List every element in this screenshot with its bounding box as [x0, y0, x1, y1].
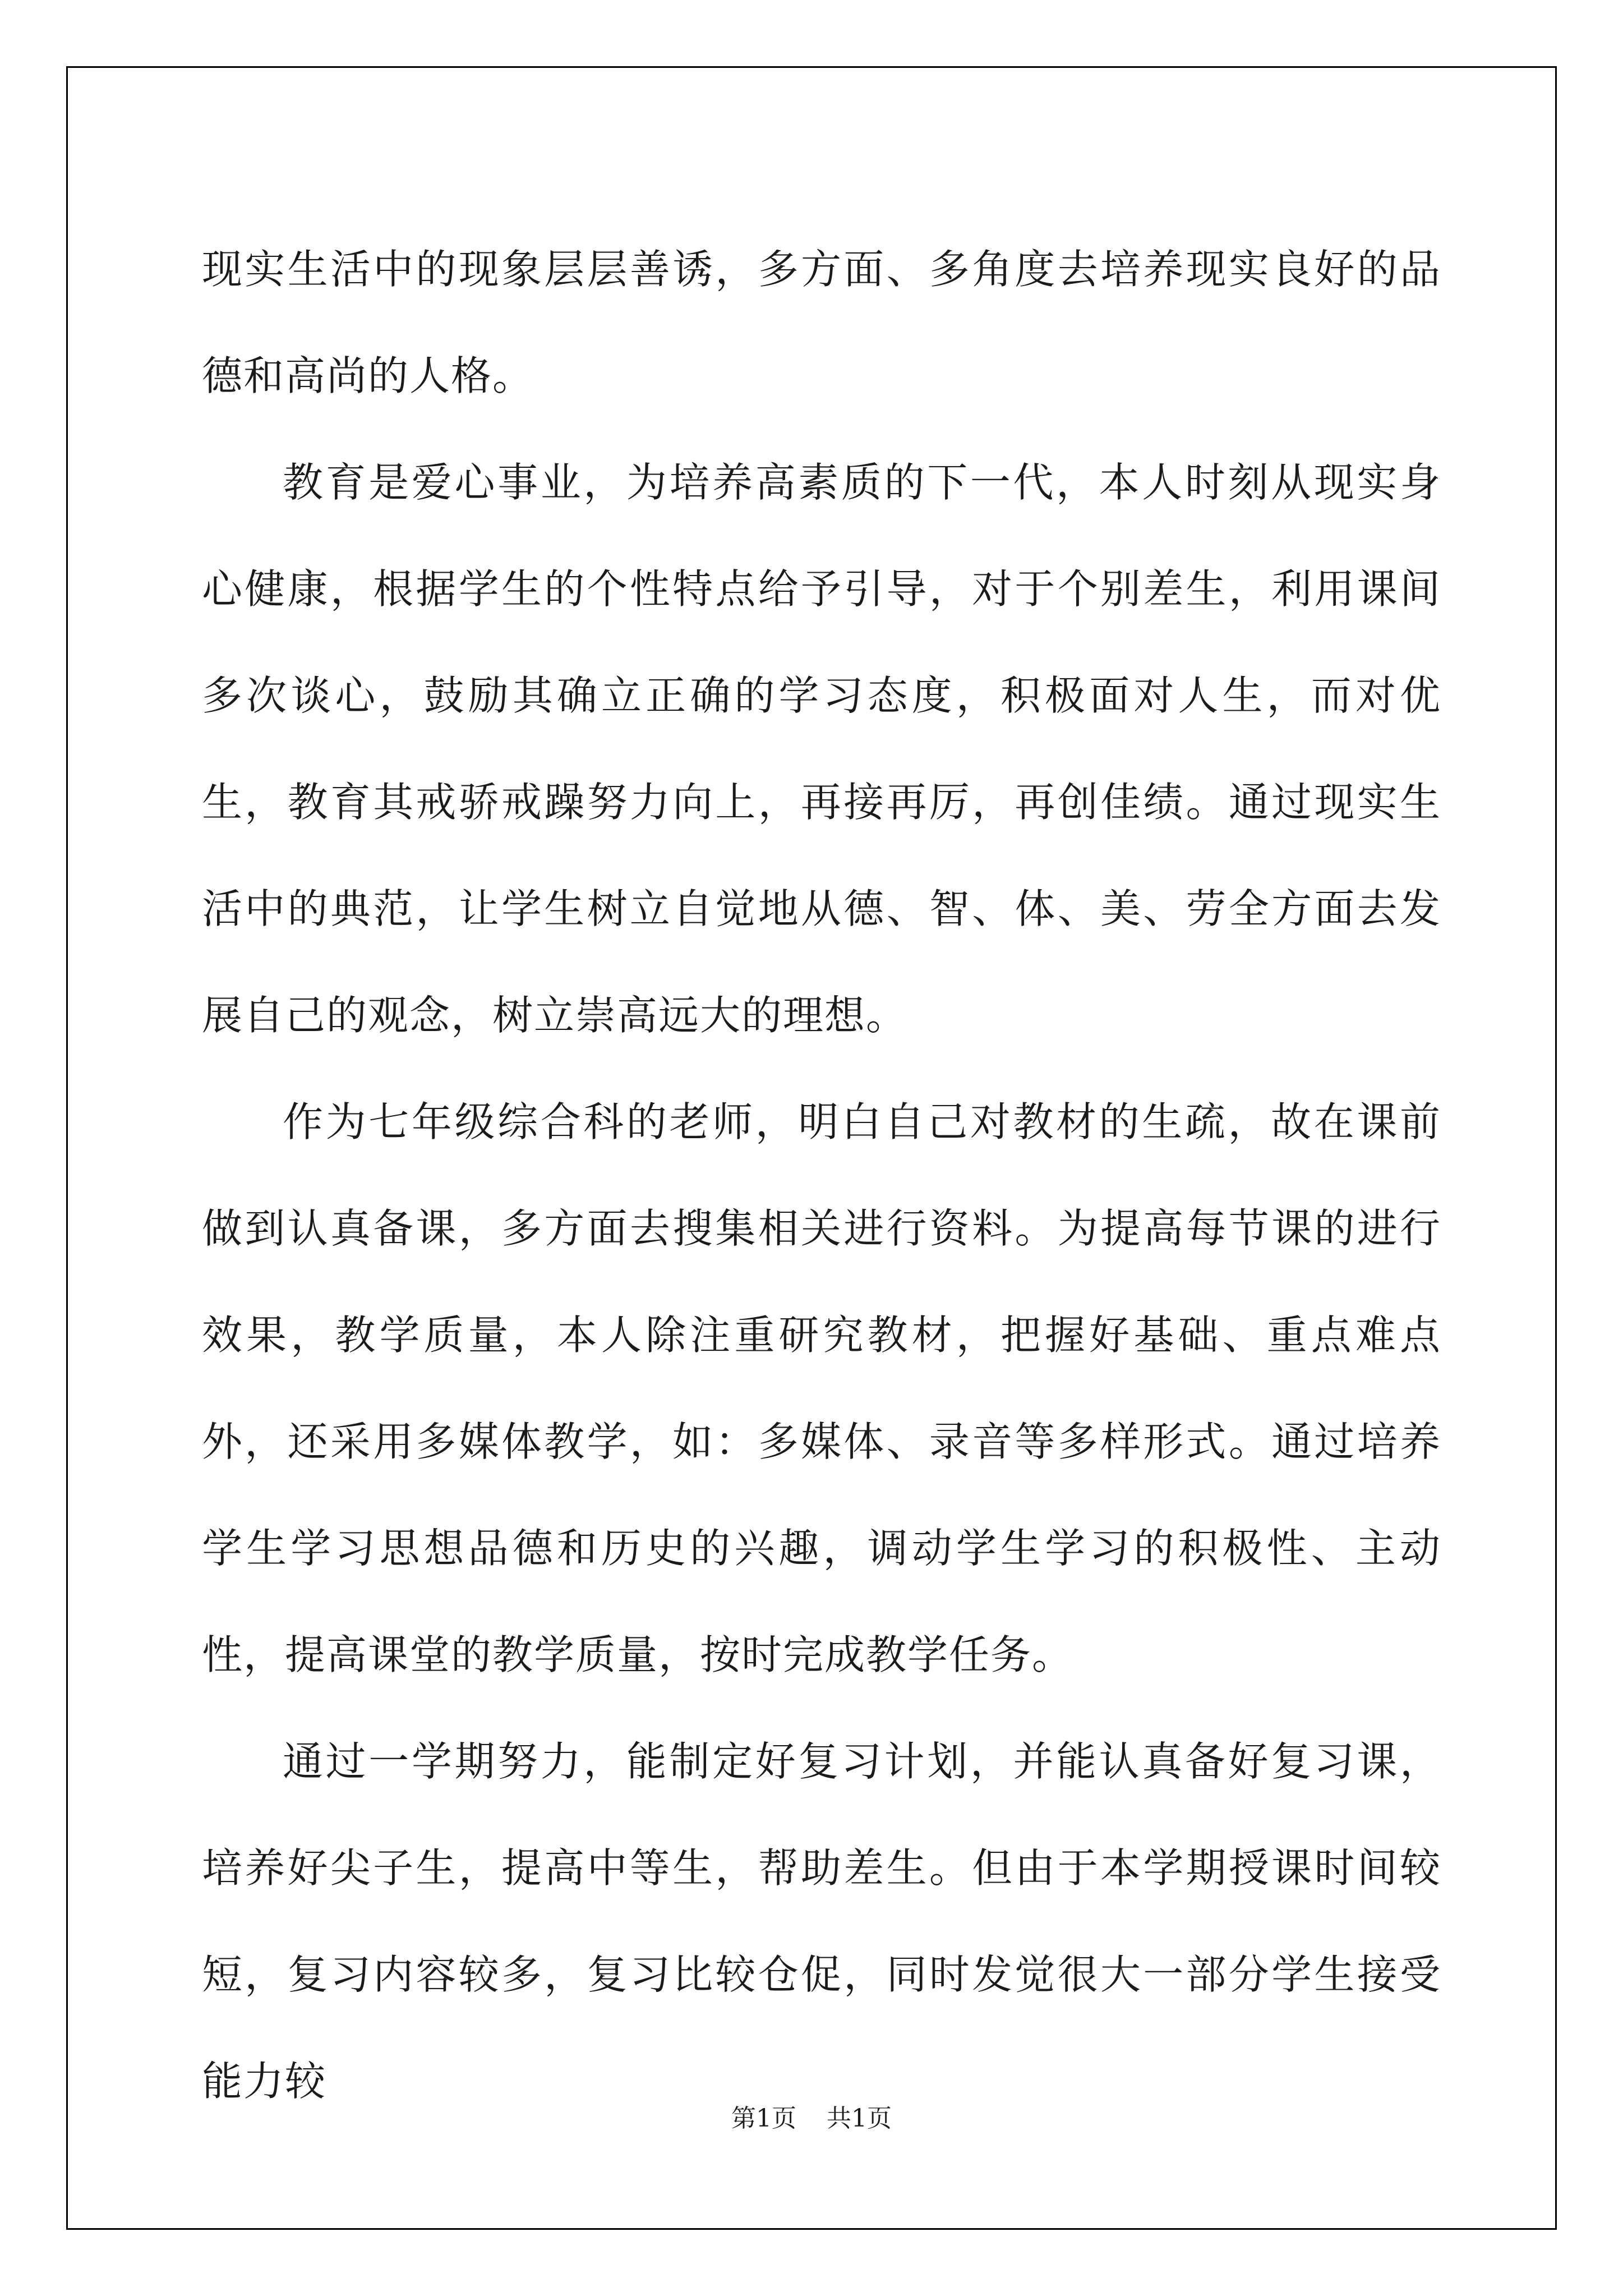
- paragraph-4: 通过一学期努力，能制定好复习计划，并能认真备好复习课，培养好尖子生，提高中等生，帮助差生。但由于本学期授课时间较短，复习内容较多，复习比较仓促，同时发觉很大一部分学生接受能力较: [202, 1738, 1441, 2105]
- paragraph-1: 现实生活中的现象层层善诱，多方面、多角度去培养现实良好的品德和高尚的人格。: [202, 246, 1441, 399]
- paragraph-2: 教育是爱心事业，为培养高素质的下一代，本人时刻从现实身心健康，根据学生的个性特点给予引导，对于个别差生，利用课间多次谈心，鼓励其确立正确的学习态度，积极面对人生，而对优生，教育其戒骄戒躁努力向上，再接再厉，再创佳绩。通过现实生活中的典范，让学生树立自觉地从德、智、体、美、劳全方面去发展自己的观念，树立崇高远大的理想。: [202, 459, 1441, 1039]
- document-body: [202, 216, 1441, 2134]
- page-total: 共1页: [827, 2104, 892, 2133]
- page-footer: [0, 2098, 1623, 2134]
- paragraph-3: 作为七年级综合科的老师，明白自己对教材的生疏，故在课前做到认真备课，多方面去搜集相关进行资料。为提高每节课的进行效果，教学质量，本人除注重研究教材，把握好基础、重点难点外，还采用多媒体教学，如：多媒体、录音等多样形式。通过培养学生学习思想品德和历史的兴趣，调动学生学习的积极性、主动性，提高课堂的教学质量，按时完成教学任务。: [202, 1098, 1441, 1678]
- page-number: 第1页: [731, 2104, 796, 2133]
